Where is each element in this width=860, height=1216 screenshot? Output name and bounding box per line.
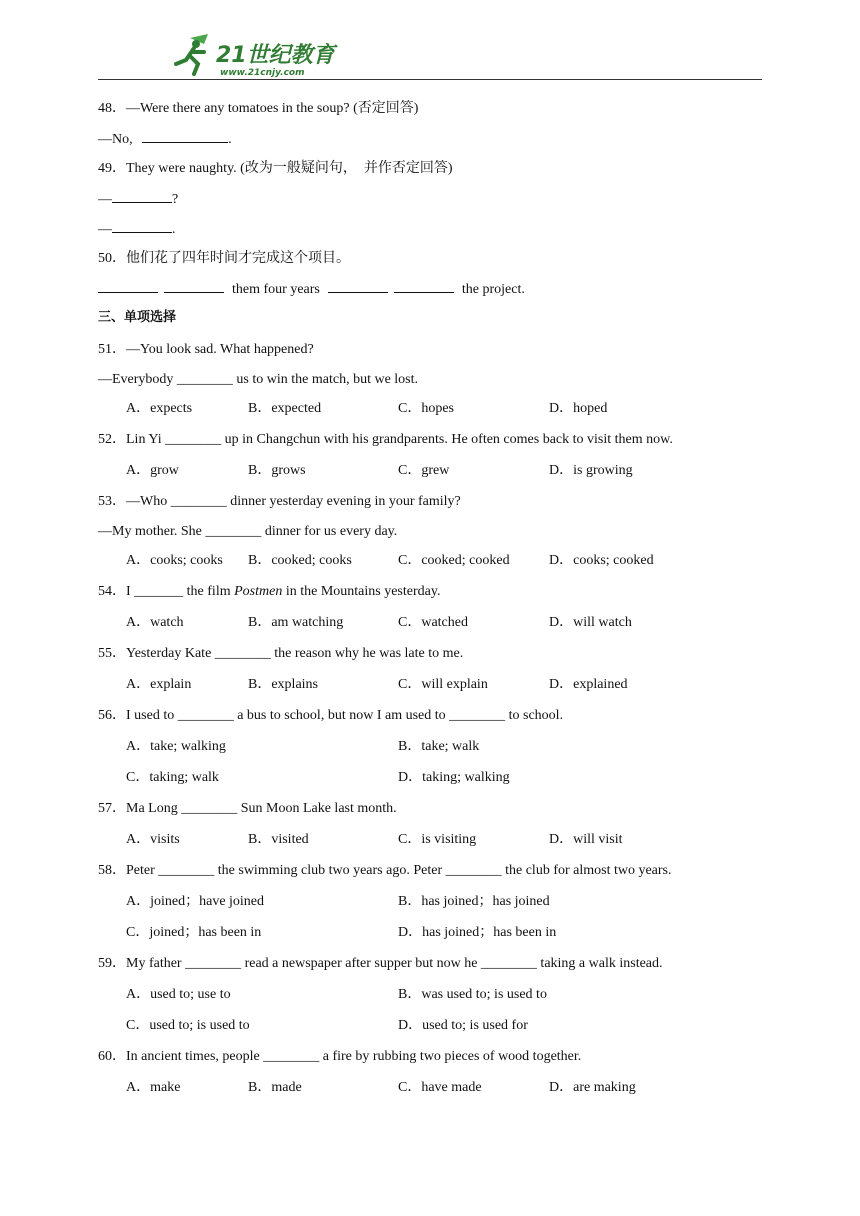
q49-dash-2: — [98, 222, 112, 237]
q48-suffix: . [228, 132, 232, 147]
q58-option-a[interactable]: A．joined；have joined [126, 894, 265, 909]
q58-option-d[interactable]: D．has joined；has been in [398, 925, 557, 940]
q54-film-title: Postmen [234, 584, 283, 599]
q50-blank-2[interactable] [164, 280, 224, 293]
q53-option-d[interactable]: D．cooks; cooked [549, 553, 654, 568]
q58-option-c[interactable]: C．joined；has been in [126, 925, 262, 940]
q59-options-row-1 [98, 986, 748, 1004]
q60-options [98, 1079, 748, 1097]
q53-option-c[interactable]: C．cooked; cooked [398, 553, 510, 568]
q49-blank-1[interactable] [112, 190, 172, 203]
q54-option-a[interactable]: A．watch [126, 615, 184, 630]
q54-stem-b: in the Mountains yesterday. [282, 584, 441, 599]
q51-option-a[interactable]: A．expects [126, 401, 193, 416]
q55-option-a[interactable]: A．explain [126, 677, 192, 692]
q50-text-a: them four years [232, 282, 320, 297]
q56-stem: 56．I used to ________ a bus to school, but now I am used to ________ to school. [98, 708, 564, 723]
q59-stem: 59．My father ________ read a newspaper after supper but now he ________ taking a walk instead. [98, 956, 663, 971]
q54-stem [98, 583, 748, 601]
q51-option-c[interactable]: C．hopes [398, 401, 454, 416]
q49-answer-line-2 [98, 220, 748, 239]
q55-option-b[interactable]: B．explains [248, 677, 318, 692]
questions [98, 97, 748, 1097]
q49-answer-line-1 [98, 190, 748, 209]
q55-options [98, 676, 748, 694]
q49-period: . [172, 222, 176, 237]
q52-option-b[interactable]: B．grows [248, 463, 306, 478]
q56-options-row-2 [98, 769, 748, 787]
q50-blank-4[interactable] [394, 280, 454, 293]
q58-options-row-1 [98, 893, 748, 911]
logo [168, 30, 338, 78]
q56-option-b[interactable]: B．take; walk [398, 739, 480, 754]
q53-option-a[interactable]: A．cooks; cooks [126, 553, 223, 568]
logo-text: 21世纪教育 [216, 43, 335, 68]
q54-options [98, 614, 748, 632]
q59-option-c[interactable]: C．used to; is used to [126, 1018, 250, 1033]
q48-blank[interactable] [142, 130, 228, 143]
q48-prefix: —No, [98, 132, 137, 147]
logo-url: www.21cnjy.com [220, 68, 305, 78]
q55-option-c[interactable]: C．will explain [398, 677, 488, 692]
q60-option-c[interactable]: C．have made [398, 1080, 482, 1095]
q53-stem: 53．—Who ________ dinner yesterday evening in your family? [98, 494, 461, 509]
section-title: 三、单项选择 [98, 310, 177, 325]
q57-option-d[interactable]: D．will visit [549, 832, 623, 847]
q57-option-c[interactable]: C．is visiting [398, 832, 477, 847]
q48-stem: 48．—Were there any tomatoes in the soup? (否定回答) [98, 101, 419, 116]
q53-option-b[interactable]: B．cooked; cooks [248, 553, 352, 568]
q51-option-d[interactable]: D．hoped [549, 401, 608, 416]
q57-option-a[interactable]: A．visits [126, 832, 180, 847]
q58-options-row-2 [98, 924, 748, 942]
q52-options [98, 462, 748, 480]
q55-option-d[interactable]: D．explained [549, 677, 628, 692]
q52-option-c[interactable]: C．grew [398, 463, 450, 478]
q49-stem: 49．They were naughty. (改为一般疑问句， 并作否定回答) [98, 161, 453, 176]
q56-option-c[interactable]: C．taking; walk [126, 770, 219, 785]
q59-options-row-2 [98, 1017, 748, 1035]
runner-icon [176, 34, 208, 74]
q56-option-d[interactable]: D．taking; walking [398, 770, 510, 785]
q60-stem: 60．In ancient times, people ________ a fire by rubbing two pieces of wood together. [98, 1049, 582, 1064]
q50-blank-1[interactable] [98, 280, 158, 293]
q51-option-b[interactable]: B．expected [248, 401, 322, 416]
q49-blank-2[interactable] [112, 220, 172, 233]
q50-stem: 50．他们花了四年时间才完成这个项目。 [98, 251, 350, 266]
q53-options [98, 552, 748, 570]
q60-option-d[interactable]: D．are making [549, 1080, 636, 1095]
q56-option-a[interactable]: A．take; walking [126, 739, 226, 754]
q48-answer-line [98, 130, 748, 149]
q56-options-row-1 [98, 738, 748, 756]
q54-option-d[interactable]: D．will watch [549, 615, 632, 630]
q59-option-b[interactable]: B．was used to; is used to [398, 987, 547, 1002]
q50-answer-line [98, 280, 748, 299]
q51-stem-2: —Everybody ________ us to win the match, but we lost. [98, 372, 419, 387]
q51-stem: 51．—You look sad. What happened? [98, 342, 314, 357]
q52-option-d[interactable]: D．is growing [549, 463, 633, 478]
q54-option-b[interactable]: B．am watching [248, 615, 344, 630]
q49-dash-1: — [98, 192, 112, 207]
q60-option-b[interactable]: B．made [248, 1080, 302, 1095]
q49-qmark: ? [172, 192, 179, 207]
q57-options [98, 831, 748, 849]
q57-option-b[interactable]: B．visited [248, 832, 309, 847]
q52-stem: 52．Lin Yi ________ up in Changchun with his grandparents. He often comes back to visit them now. [98, 432, 673, 447]
q52-option-a[interactable]: A．grow [126, 463, 179, 478]
q59-option-a[interactable]: A．used to; use to [126, 987, 231, 1002]
q54-stem-a: 54．I _______ the film [98, 584, 235, 599]
q50-text-b: the project. [461, 282, 525, 297]
q53-stem-2: —My mother. She ________ dinner for us every day. [98, 524, 398, 539]
q50-blank-3[interactable] [328, 280, 388, 293]
q60-option-a[interactable]: A．make [126, 1080, 181, 1095]
q54-option-c[interactable]: C．watched [398, 615, 468, 630]
header-divider [98, 79, 762, 80]
q55-stem: 55．Yesterday Kate ________ the reason why he was late to me. [98, 646, 464, 661]
q58-option-b[interactable]: B．has joined；has joined [398, 894, 550, 909]
q58-stem: 58．Peter ________ the swimming club two years ago. Peter ________ the club for almost two years. [98, 863, 672, 878]
q51-options [98, 400, 748, 418]
q59-option-d[interactable]: D．used to; is used for [398, 1018, 528, 1033]
page-header [98, 28, 762, 80]
q57-stem: 57．Ma Long ________ Sun Moon Lake last month. [98, 801, 397, 816]
